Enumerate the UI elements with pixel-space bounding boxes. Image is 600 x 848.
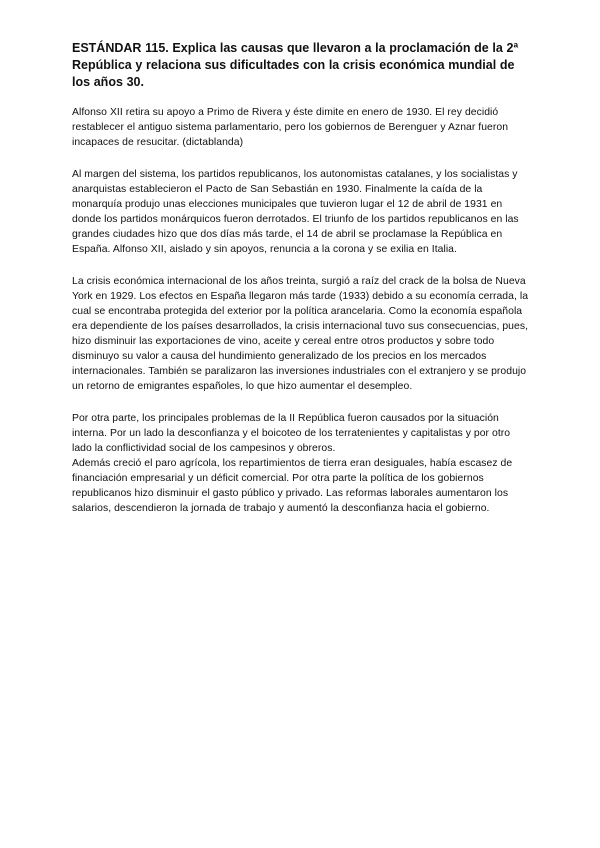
paragraph-1: Alfonso XII retira su apoyo a Primo de Rivera y éste dimite en enero de 1930. El rey decidió restablecer el antiguo sistema parlamentario, pero los gobiernos de Berenguer y Aznar fueron incapaces de resucitar. (dictablanda)	[72, 107, 509, 148]
document-title: ESTÁNDAR 115. Explica las causas que llevaron a la proclamación de la 2ª República y relaciona sus dificultades con la crisis económica mundial de los años 30.	[72, 41, 519, 89]
paragraph-4: Por otra parte, los principales problemas de la II República fueron causados por la situación interna. Por un lado la desconfianza y el boicoteo de los terratenientes y capitalistas y por otro lado la conflictividad social de los campesinos y obreros.	[72, 413, 511, 454]
document-page	[72, 40, 532, 533]
paragraph-5: Además creció el paro agrícola, los repartimientos de tierra eran desiguales, había escasez de financiación empresarial y un déficit comercial. Por otra parte la política de los gobiernos republicanos hizo disminuir el gasto público y privado. Las reformas laborales aumentaron los salarios, descendieron la jornada de trabajo y aumentó la desconfianza hacia el gobierno.	[72, 458, 513, 514]
paragraph-2: Al margen del sistema, los partidos republicanos, los autonomistas catalanes, y los socialistas y anarquistas establecieron el Pacto de San Sebastián en 1930. Finalmente la caída de la monarquía produjo unas elecciones municipales que tuvieron lugar el 12 de abril de 1931 en donde los partidos monárquicos fueron derrotados. El triunfo de los partidos republicanos en las grandes ciudades hizo que dos días más tarde, el 14 de abril se proclamase la República en España. Alfonso XII, aislado y sin apoyos, renuncia a la corona y se exilia en Italia.	[72, 169, 519, 255]
paragraph-3: La crisis económica internacional de los años treinta, surgió a raíz del crack de la bolsa de Nueva York en 1929. Los efectos en España llegaron más tarde (1933) debido a su economía cerrada, la cual se encontraba protegida del exterior por la política arancelaria. Como la economía española era dependiente de los países desarrollados, la crisis internacional tuvo sus consecuencias, pues, hizo disminuir las exportaciones de vino, aceite y cereal entre otros productos y sobre todo disminuyo su valor a causa del hundimiento generalizado de los precios en los mercados internacionales. También se paralizaron las inversiones industriales con el extranjero y se produjo un retorno de emigrantes españoles, lo que hizo aumentar el desempleo.	[72, 276, 529, 392]
